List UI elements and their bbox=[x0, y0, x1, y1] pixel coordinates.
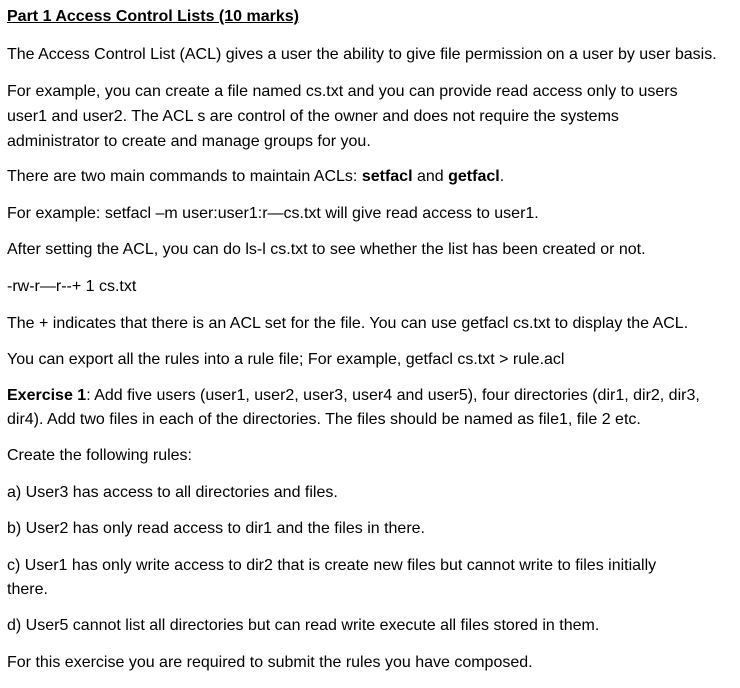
getfacl-command: getfacl bbox=[448, 168, 500, 185]
example-paragraph-line-3: administrator to create and manage groups for you. bbox=[7, 133, 371, 150]
rules-heading: Create the following rules: bbox=[7, 447, 192, 464]
commands-text-post: . bbox=[499, 168, 505, 185]
commands-paragraph bbox=[7, 164, 504, 190]
example-paragraph-line-2: user1 and user2. The ACL s are control of the owner and does not require the systems bbox=[7, 108, 619, 125]
setfacl-example: For example: setfacl –m user:user1:r—cs.txt will give read access to user1. bbox=[7, 205, 539, 222]
submission-note: For this exercise you are required to submit the rules you have composed. bbox=[7, 654, 533, 671]
exercise-text: : Add five users (user1, user2, user3, user4 and user5), four directories (dir1, dir2, dir3, bbox=[86, 387, 700, 404]
plus-explanation: The + indicates that there is an ACL set for the file. You can use getfacl cs.txt to display the ACL. bbox=[7, 315, 689, 332]
commands-text-mid: and bbox=[412, 168, 449, 185]
rule-c-line-1: c) User1 has only write access to dir2 that is create new files but cannot write to files initially bbox=[7, 557, 657, 574]
intro-paragraph: The Access Control List (ACL) gives a user the ability to give file permission on a user by user basis. bbox=[7, 46, 717, 63]
setfacl-command: setfacl bbox=[361, 168, 413, 185]
ls-paragraph: After setting the ACL, you can do ls-l cs.txt to see whether the list has been created or not. bbox=[7, 241, 646, 258]
rule-c-line-2: there. bbox=[7, 581, 48, 598]
commands-text-pre: There are two main commands to maintain ACLs: bbox=[7, 168, 362, 185]
ls-output: -rw-r—r--+ 1 cs.txt bbox=[7, 278, 137, 295]
example-paragraph-line-1: For example, you can create a file named cs.txt and you can provide read access only to users bbox=[7, 83, 678, 100]
section-title: Part 1 Access Control Lists (10 marks) bbox=[7, 8, 299, 25]
rule-b: b) User2 has only read access to dir1 and the files in there. bbox=[7, 520, 425, 537]
exercise-label: Exercise 1 bbox=[7, 387, 87, 404]
exercise-line-2: dir4). Add two files in each of the directories. The files should be named as file1, file 2 etc. bbox=[7, 411, 641, 428]
rule-a: a) User3 has access to all directories and files. bbox=[7, 484, 338, 501]
exercise-line-1 bbox=[7, 383, 700, 409]
rule-d: d) User5 cannot list all directories but can read write execute all files stored in them. bbox=[7, 617, 600, 634]
export-paragraph: You can export all the rules into a rule file; For example, getfacl cs.txt > rule.acl bbox=[7, 351, 565, 368]
